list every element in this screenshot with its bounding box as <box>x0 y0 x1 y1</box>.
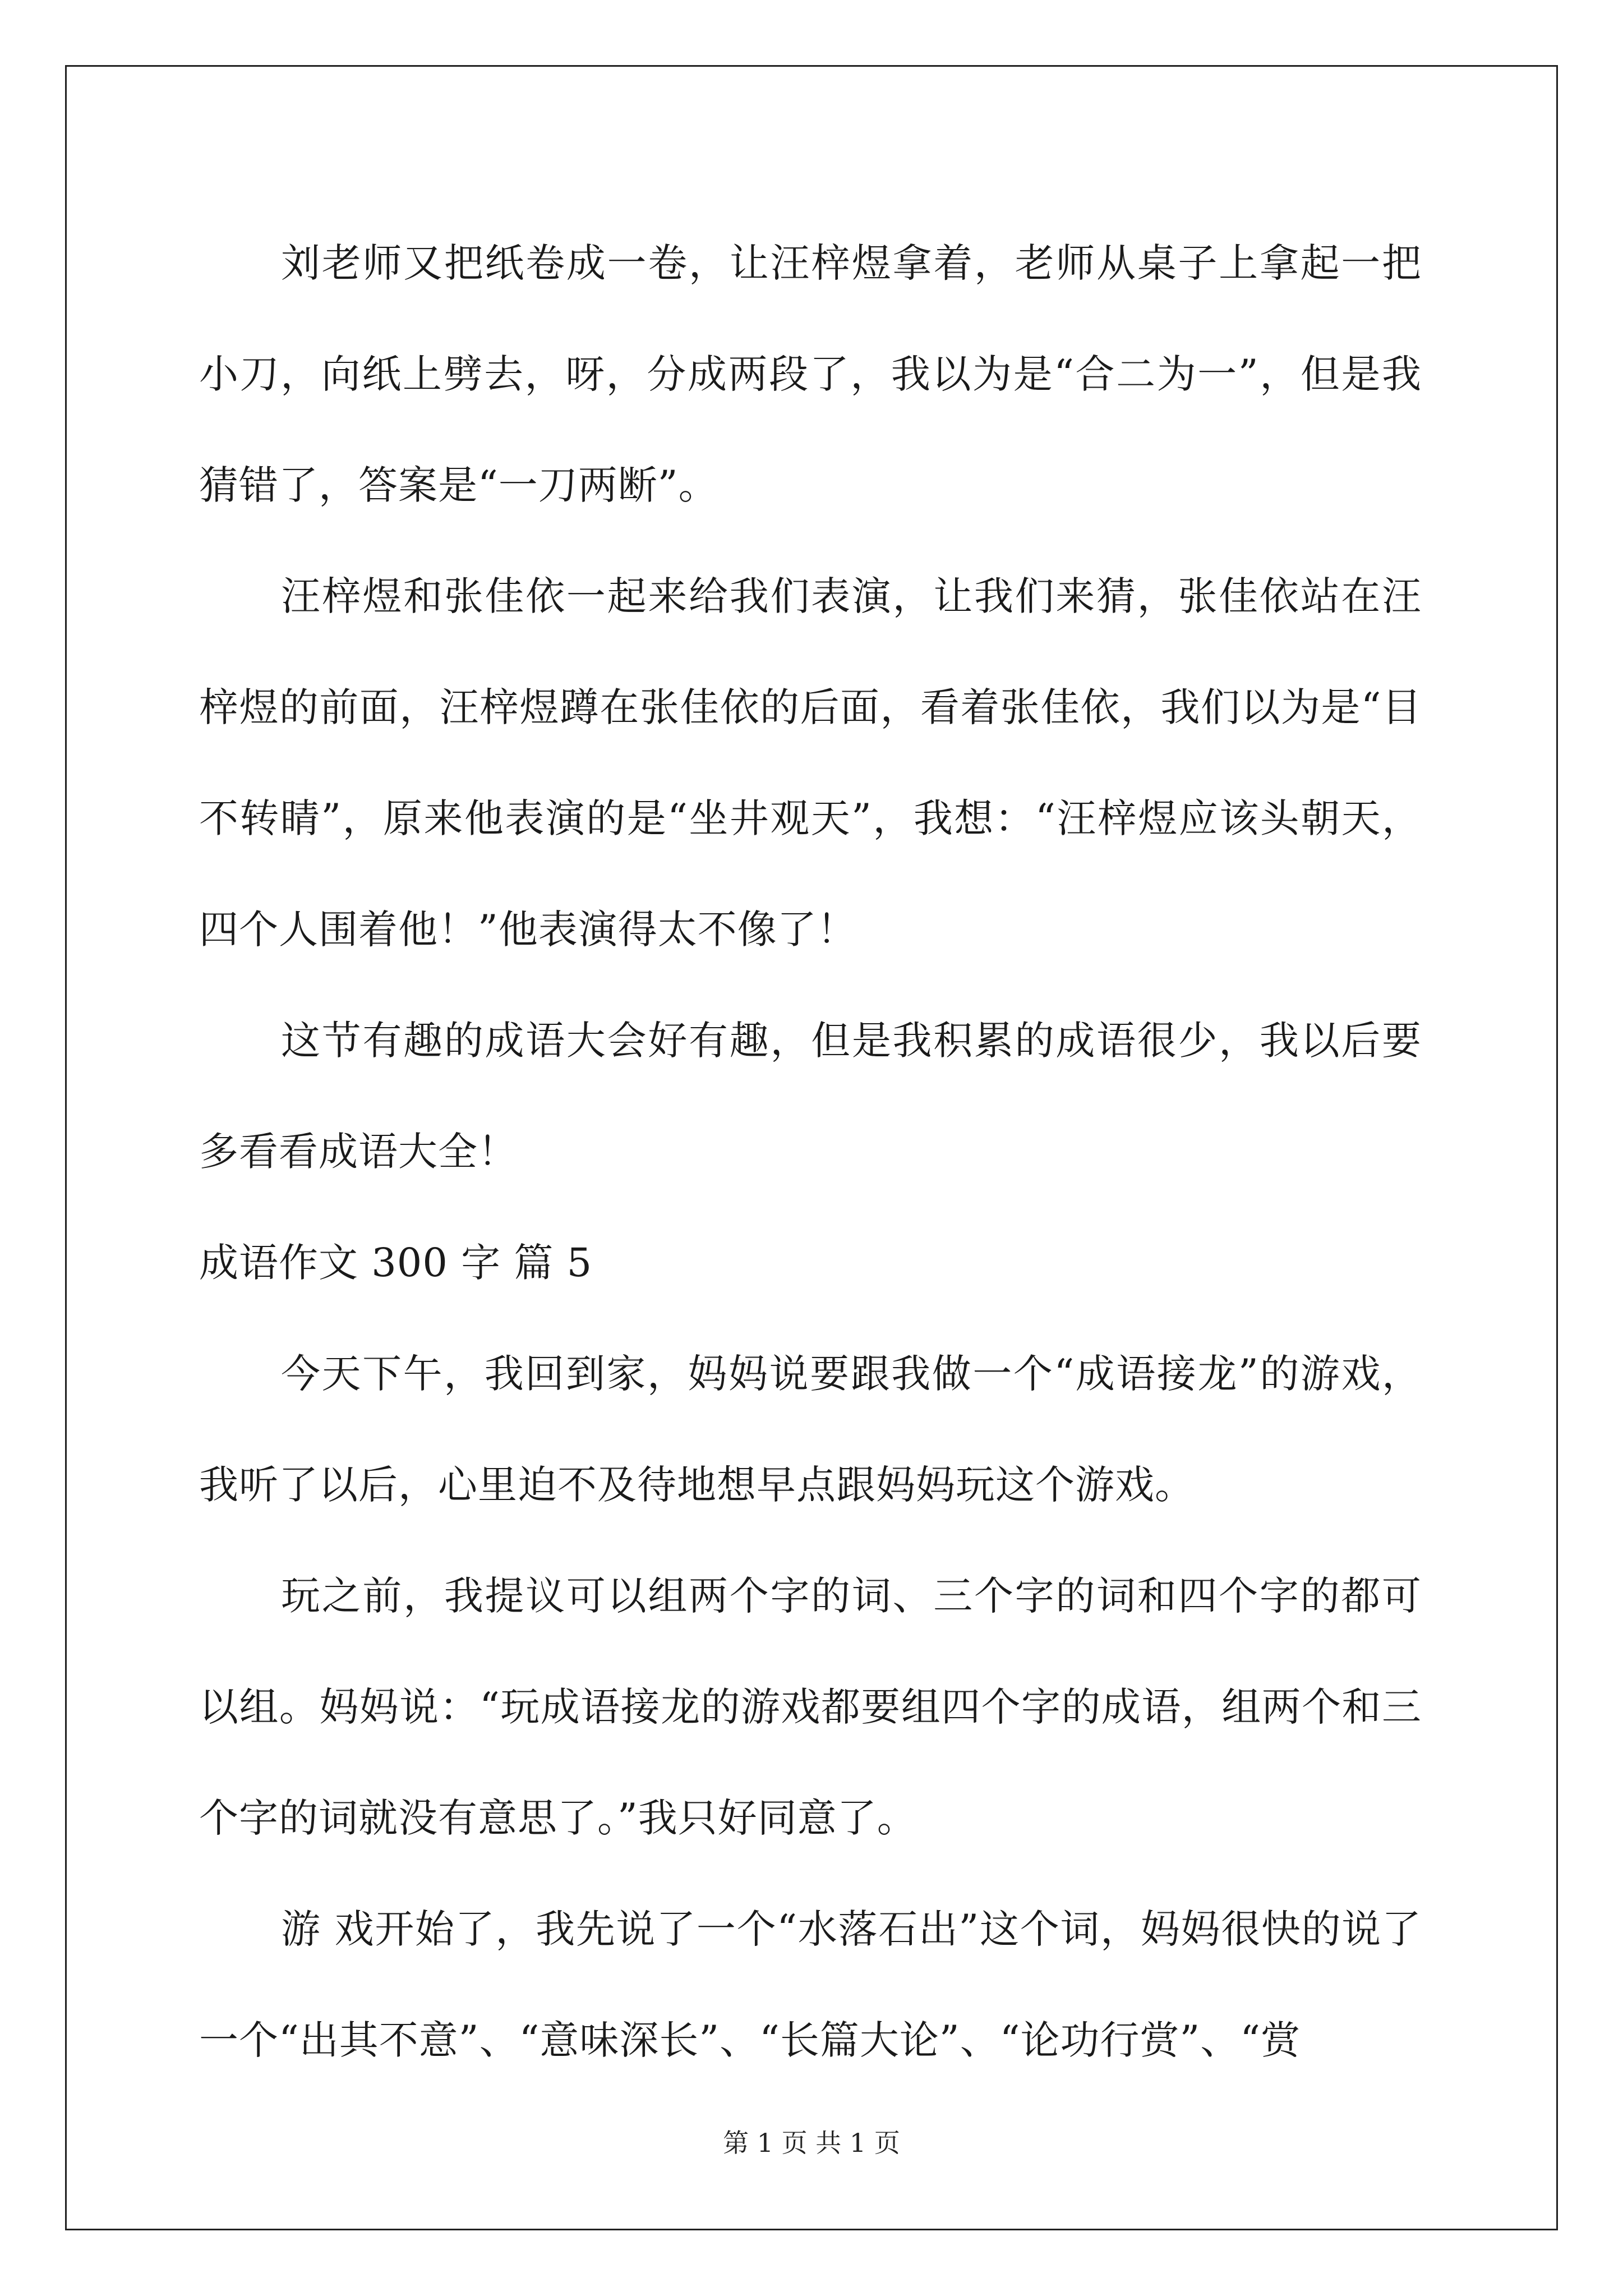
section-paragraph-1: 今天下午，我回到家，妈妈说要跟我做一个“成语接龙”的游戏，我听了以后，心里迫不及待地想早点跟妈妈玩这个游戏。 <box>199 1351 1422 1508</box>
section-heading: 成语作文 300 字 篇 5 <box>199 1240 593 1286</box>
section-paragraph-2: 玩之前，我提议可以组两个字的词、三个字的词和四个字的都可以组。妈妈说：“玩成语接龙的游戏都要组四个字的成语，组两个和三个字的词就没有意思了。”我只好同意了。 <box>199 1573 1422 1841</box>
page-number-footer: 第 1 页 共 1 页 <box>723 2128 900 2158</box>
section-paragraph-3: 游 戏开始了，我先说了一个“水落石出”这个词，妈妈很快的说了一个“出其不意”、“意味深长”、“长篇大论”、“论功行赏”、“赏 <box>199 1906 1422 2063</box>
paragraph-3: 这节有趣的成语大会好有趣，但是我积累的成语很少，我以后要多看看成语大全！ <box>199 1018 1422 1175</box>
paragraph-1: 刘老师又把纸卷成一卷，让汪梓煜拿着，老师从桌子上拿起一把小刀，向纸上劈去，呀，分成两段了，我以为是“合二为一”，但是我猜错了，答案是“一刀两断”。 <box>199 240 1422 508</box>
document-body <box>199 208 1422 2096</box>
paragraph-2: 汪梓煜和张佳依一起来给我们表演，让我们来猜，张佳依站在汪梓煜的前面，汪梓煜蹲在张佳依的后面，看着张佳依，我们以为是“目不转睛”，原来他表演的是“坐井观天”，我想：“汪梓煜应该头朝天，四个人围着他！”他表演得太不像了！ <box>199 573 1422 953</box>
